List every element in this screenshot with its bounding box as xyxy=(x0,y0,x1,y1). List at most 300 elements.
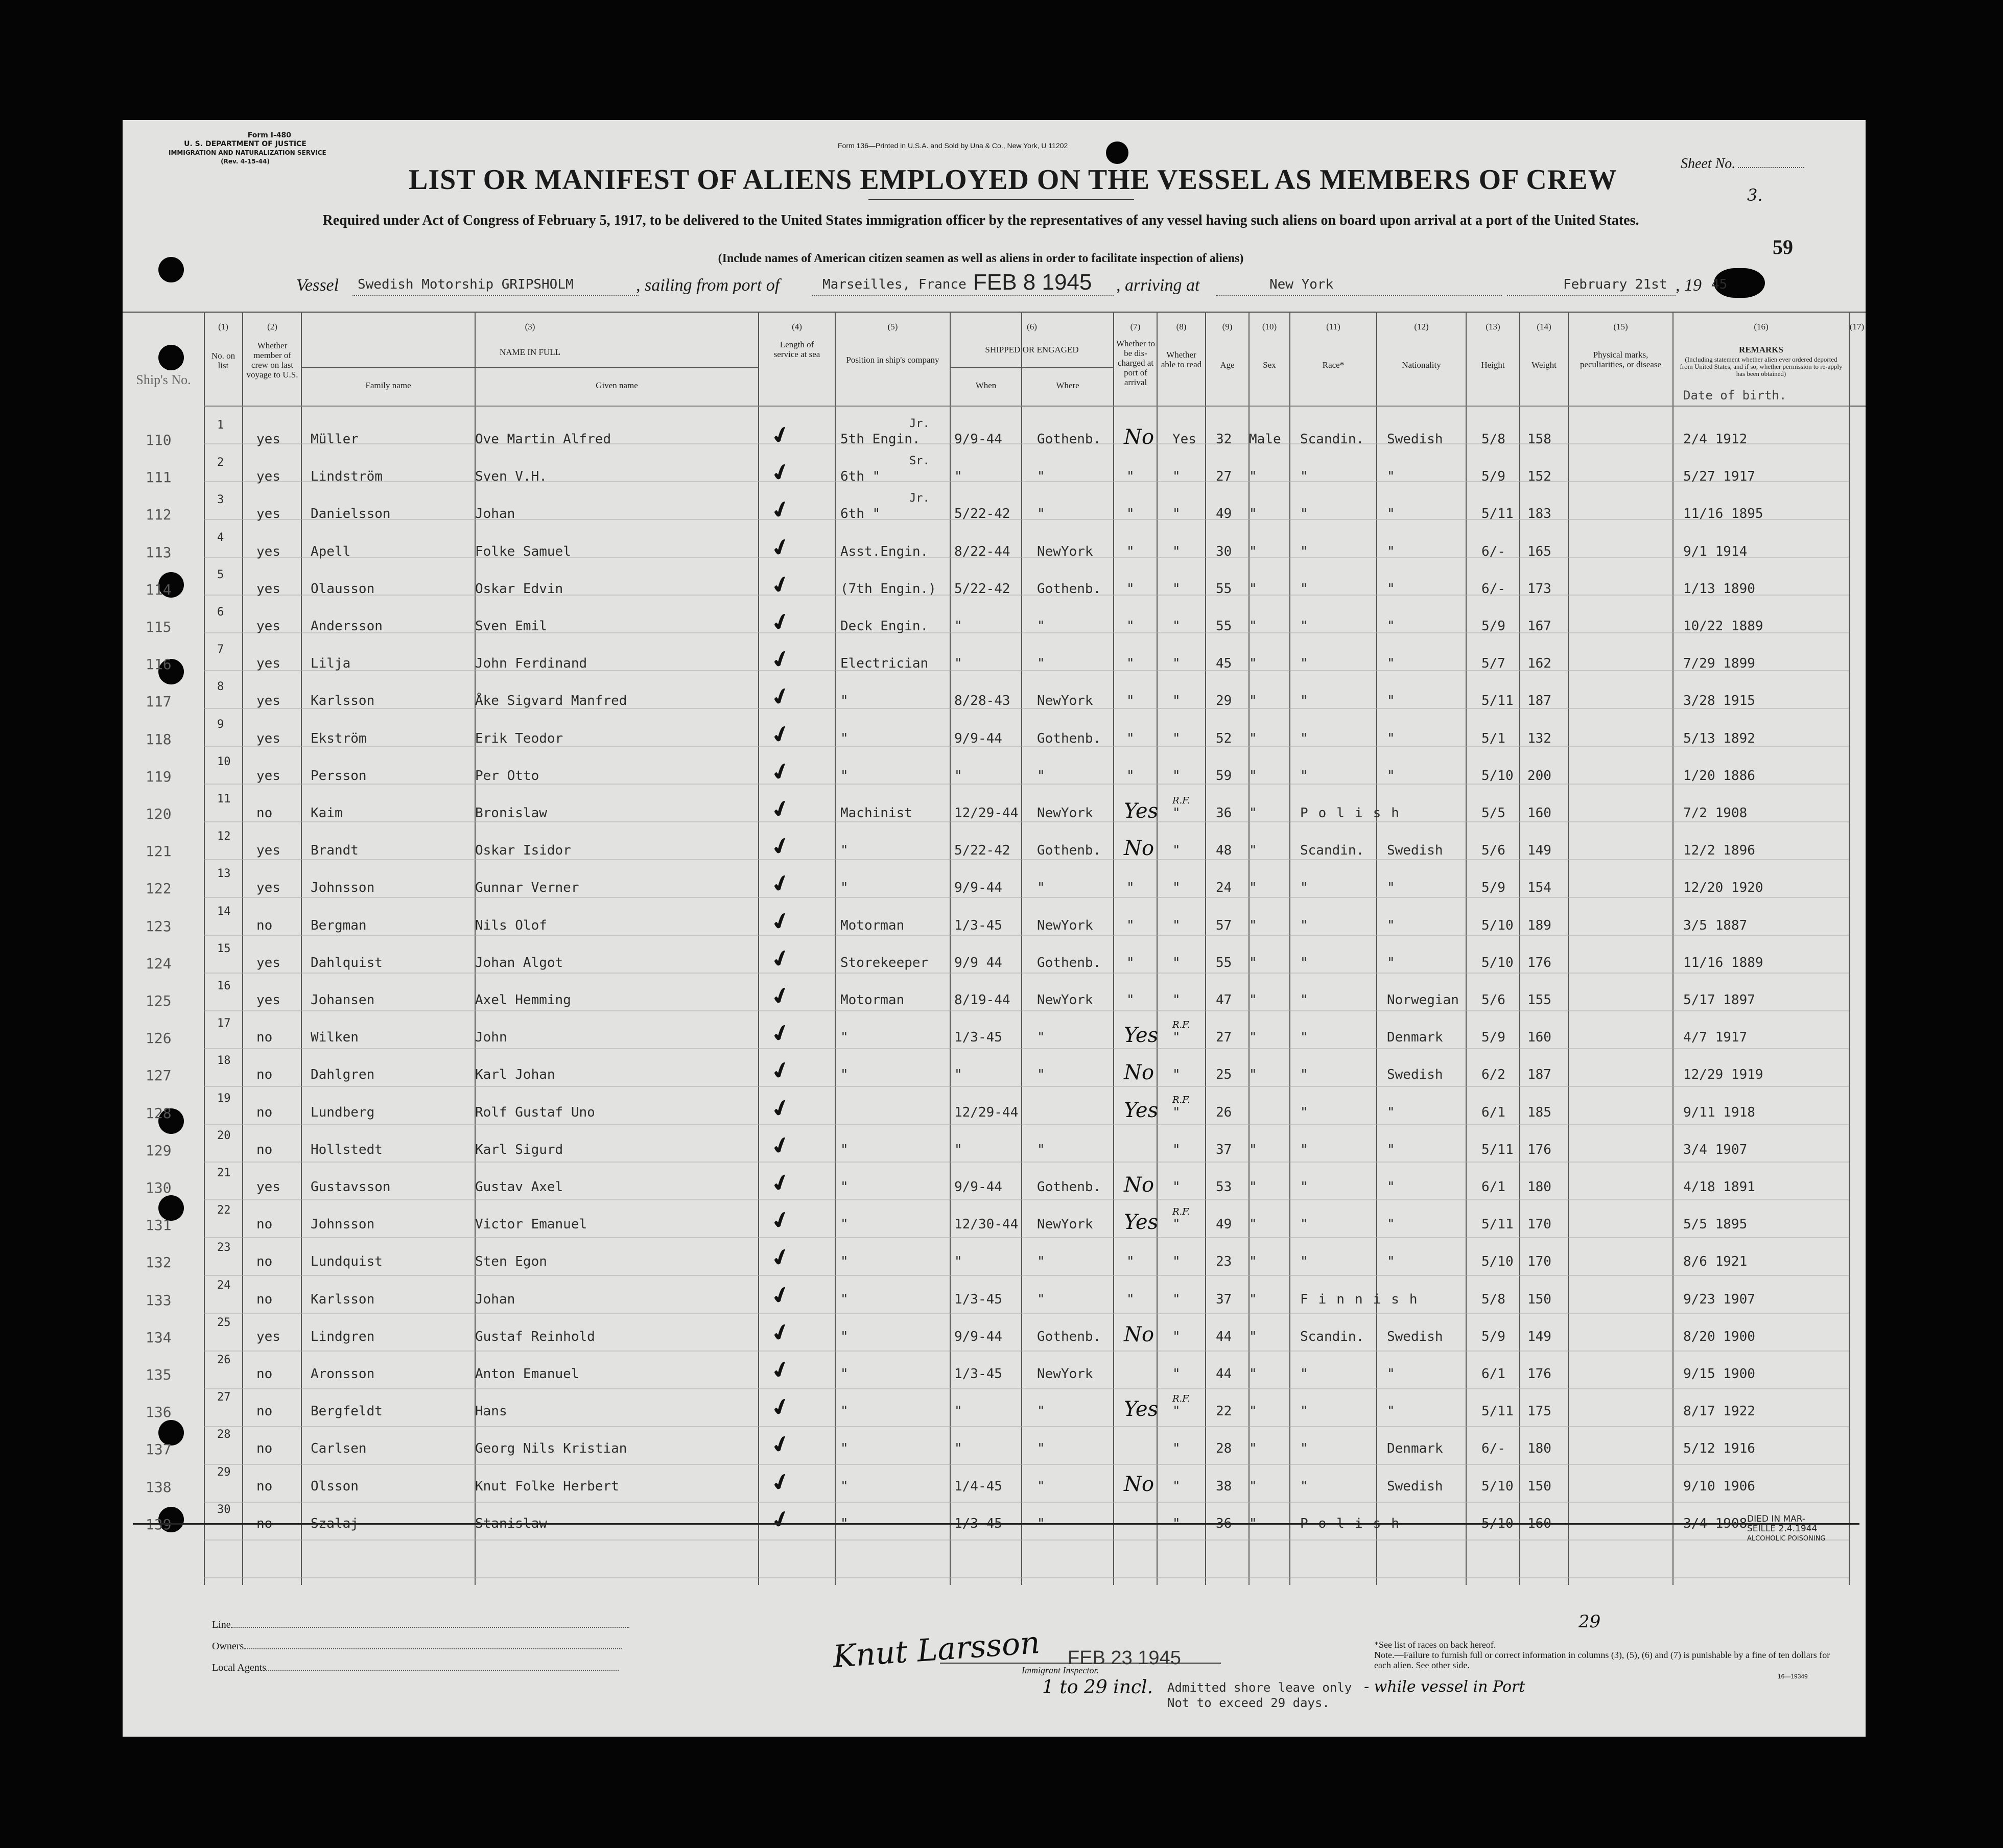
date-of-birth: 1/13 1890 xyxy=(1683,581,1755,597)
ship-number: 129 xyxy=(146,1142,172,1159)
position: (7th Engin.) xyxy=(840,581,936,597)
shipped-when: 1/4-45 xyxy=(954,1478,1002,1494)
col-able-read: Whether able to read xyxy=(1161,350,1202,369)
sheet-number-block xyxy=(1681,156,1804,172)
able-to-read: " xyxy=(1172,880,1181,896)
col-age: Age xyxy=(1220,360,1235,370)
race: " xyxy=(1300,992,1308,1008)
arrival-port: New York xyxy=(1269,277,1334,292)
given-name: Rolf Gustaf Uno xyxy=(475,1104,595,1120)
col4-num: (4) xyxy=(792,322,802,331)
col9-num: (9) xyxy=(1222,322,1233,331)
weight: 160 xyxy=(1527,805,1551,821)
race: " xyxy=(1300,506,1308,522)
position-note: Jr. xyxy=(909,417,930,430)
nationality: " xyxy=(1387,1404,1395,1419)
prev-voyage: no xyxy=(256,1478,273,1494)
able-to-read: " xyxy=(1172,1179,1181,1195)
ship-number: 131 xyxy=(146,1217,172,1234)
row-number: 19 xyxy=(217,1092,231,1105)
able-to-read: " xyxy=(1172,992,1181,1008)
nationality: Swedish xyxy=(1387,1067,1443,1083)
date-of-birth: 9/11 1918 xyxy=(1683,1104,1755,1120)
weight: 152 xyxy=(1527,469,1551,485)
height: 6/- xyxy=(1481,1441,1505,1457)
sheet-number: 3. xyxy=(1747,185,1763,205)
position: " xyxy=(840,1067,849,1083)
discharged: " xyxy=(1126,768,1135,784)
race: " xyxy=(1300,955,1308,970)
arrival-year: 45 xyxy=(1711,277,1728,292)
shipped-when: 9/9-44 xyxy=(954,1179,1002,1195)
discharged: " xyxy=(1126,543,1135,559)
line-label: Line xyxy=(212,1619,231,1630)
weight: 165 xyxy=(1527,543,1551,559)
prev-voyage: yes xyxy=(256,1179,280,1195)
given-name: Nils Olof xyxy=(475,917,547,933)
family-name: Persson xyxy=(311,768,367,784)
nationality: " xyxy=(1387,1104,1395,1120)
arriving-label: , arriving at xyxy=(1116,276,1200,295)
height: 5/10 xyxy=(1481,955,1514,970)
able-to-read: " xyxy=(1172,805,1181,821)
shipped-where: " xyxy=(1037,1291,1045,1307)
row-number: 9 xyxy=(217,718,224,731)
position: 6th " xyxy=(840,506,881,522)
position: " xyxy=(840,768,849,784)
prev-voyage: yes xyxy=(256,543,280,559)
shipped-when: 9/9-44 xyxy=(954,1329,1002,1344)
footer-left xyxy=(212,1614,629,1678)
given-name: Knut Folke Herbert xyxy=(475,1478,619,1494)
row-number: 1 xyxy=(217,419,224,432)
shipped-when: " xyxy=(954,619,962,634)
shipped-when: 5/22-42 xyxy=(954,506,1010,522)
height: 6/- xyxy=(1481,543,1505,559)
given-name: Erik Teodor xyxy=(475,730,563,746)
weight: 180 xyxy=(1527,1179,1551,1195)
height: 5/7 xyxy=(1481,656,1505,672)
date-of-birth: 3/5 1887 xyxy=(1683,917,1748,933)
shipped-when: 1/3-45 xyxy=(954,1030,1002,1046)
shipped-where: NewYork xyxy=(1037,1366,1093,1382)
height: 5/1 xyxy=(1481,730,1505,746)
family-name: Lilja xyxy=(311,656,351,672)
given-name: Johan xyxy=(475,506,515,522)
col-family-name: Family name xyxy=(365,381,411,390)
service-check: ✔ xyxy=(767,794,794,825)
age: 29 xyxy=(1216,693,1232,709)
given-name: Sten Egon xyxy=(475,1254,547,1270)
ship-number: 111 xyxy=(146,469,172,486)
given-name: Anton Emanuel xyxy=(475,1366,579,1382)
family-name: Hollstedt xyxy=(311,1142,383,1157)
position: " xyxy=(840,1142,849,1157)
nationality: " xyxy=(1387,543,1395,559)
revision: (Rev. 4-15-44) xyxy=(221,158,270,165)
weight: 149 xyxy=(1527,843,1551,859)
nationality: " xyxy=(1387,955,1395,970)
row-number: 4 xyxy=(217,531,224,544)
prev-voyage: yes xyxy=(256,432,280,447)
able-to-read: " xyxy=(1172,619,1181,634)
died-note-line3: ALCOHOLIC POISONING xyxy=(1747,1535,1826,1543)
shipped-when: " xyxy=(954,1142,962,1157)
shipped-where: NewYork xyxy=(1037,805,1093,821)
family-name: Karlsson xyxy=(311,693,375,709)
shipped-when: 1/3-45 xyxy=(954,1366,1002,1382)
height: 6/2 xyxy=(1481,1067,1505,1083)
position: " xyxy=(840,1217,849,1233)
age: 38 xyxy=(1216,1478,1232,1494)
col-date-of-birth: Date of birth. xyxy=(1683,388,1787,402)
col3-num: (3) xyxy=(525,322,535,331)
service-check: ✔ xyxy=(767,1242,794,1274)
row-number: 20 xyxy=(217,1129,231,1142)
prev-voyage: yes xyxy=(256,992,280,1008)
col-where: Where xyxy=(1056,381,1079,390)
race: " xyxy=(1300,693,1308,709)
height: 5/6 xyxy=(1481,843,1505,859)
age: 30 xyxy=(1216,543,1232,559)
shipped-when: 8/28-43 xyxy=(954,693,1010,709)
family-name: Gustavsson xyxy=(311,1179,391,1195)
position: Motorman xyxy=(840,992,905,1008)
ship-number: 137 xyxy=(146,1441,172,1458)
prev-voyage: yes xyxy=(256,581,280,597)
weight: 176 xyxy=(1527,955,1551,970)
weight: 162 xyxy=(1527,656,1551,672)
weight: 158 xyxy=(1527,432,1551,447)
discharged: Yes xyxy=(1124,1098,1159,1122)
shipped-where: Gothenb. xyxy=(1037,730,1101,746)
ship-number: 120 xyxy=(146,805,172,822)
discharged: " xyxy=(1126,469,1135,485)
shipped-when: 5/22-42 xyxy=(954,843,1010,859)
date-of-birth: 5/27 1917 xyxy=(1683,469,1755,485)
shipped-when: " xyxy=(954,1441,962,1457)
sex: " xyxy=(1249,843,1257,859)
able-to-read: Yes xyxy=(1172,432,1196,447)
form-number: Form I-480 xyxy=(247,131,291,139)
died-note-line2: SEILLE 2.4.1944 xyxy=(1747,1524,1818,1534)
age: 57 xyxy=(1216,917,1232,933)
died-note-line1: DIED IN MAR- xyxy=(1747,1514,1806,1524)
weight: 149 xyxy=(1527,1329,1551,1344)
col15-num: (15) xyxy=(1613,322,1628,331)
weight: 150 xyxy=(1527,1478,1551,1494)
col-nationality: Nationality xyxy=(1402,360,1441,370)
weight: 170 xyxy=(1527,1254,1551,1270)
position: " xyxy=(840,1254,849,1270)
sex: " xyxy=(1249,1142,1257,1157)
penalty-note: Note.—Failure to furnish full or correct information in columns (3), (5), (6) and (7) is punishable by a fine of ten dollars for each alien. See other side. xyxy=(1374,1650,1830,1670)
shipped-where: NewYork xyxy=(1037,1217,1093,1233)
discharged: " xyxy=(1126,656,1135,672)
race: " xyxy=(1300,543,1308,559)
nationality: Norwegian xyxy=(1387,992,1459,1008)
service-check: ✔ xyxy=(767,981,794,1012)
row-number: 22 xyxy=(217,1204,231,1217)
agents-label: Local Agents xyxy=(212,1662,267,1673)
col-physical-marks: Physical marks, peculiarities, or disease xyxy=(1580,350,1662,369)
row-number: 17 xyxy=(217,1017,231,1030)
race: Polish xyxy=(1300,1515,1409,1531)
family-name: Wilken xyxy=(311,1030,359,1046)
weight: 160 xyxy=(1527,1030,1551,1046)
weight: 187 xyxy=(1527,1067,1551,1083)
prev-voyage: yes xyxy=(256,730,280,746)
height: 6/- xyxy=(1481,581,1505,597)
family-name: Olsson xyxy=(311,1478,359,1494)
row-number: 5 xyxy=(217,568,224,581)
able-to-read: " xyxy=(1172,469,1181,485)
service-check: ✔ xyxy=(767,719,794,750)
discharged: No xyxy=(1124,1173,1154,1197)
shipped-where: Gothenb. xyxy=(1037,1179,1101,1195)
given-name: John Ferdinand xyxy=(475,656,587,672)
age: 55 xyxy=(1216,619,1232,634)
discharged: No xyxy=(1124,1061,1154,1085)
position: Storekeeper xyxy=(840,955,929,970)
nationality: " xyxy=(1387,768,1395,784)
able-to-read: " xyxy=(1172,1254,1181,1270)
prev-voyage: no xyxy=(256,1254,273,1270)
row-number: 15 xyxy=(217,942,231,955)
died-remark xyxy=(1747,1514,1859,1544)
age: 52 xyxy=(1216,730,1232,746)
shipped-when: " xyxy=(954,469,962,485)
sex: " xyxy=(1249,1329,1257,1344)
row-number: 24 xyxy=(217,1278,231,1292)
race: " xyxy=(1300,581,1308,597)
race: Finnish xyxy=(1300,1291,1428,1307)
height: 5/9 xyxy=(1481,1329,1505,1344)
weight: 176 xyxy=(1527,1142,1551,1157)
family-name: Dahlgren xyxy=(311,1067,375,1083)
row-number: 18 xyxy=(217,1054,231,1068)
race: " xyxy=(1300,469,1308,485)
manifest-title: LIST OR MANIFEST OF ALIENS EMPLOYED ON THE VESSEL AS MEMBERS OF CREW xyxy=(409,164,1617,196)
able-to-read: " xyxy=(1172,1478,1181,1494)
height: 5/11 xyxy=(1481,1404,1514,1419)
weight: 154 xyxy=(1527,880,1551,896)
inspector-signature: Knut Larsson xyxy=(832,1624,1041,1675)
rf-mark: R.F. xyxy=(1172,1206,1190,1218)
prev-voyage: yes xyxy=(256,506,280,522)
row-number: 26 xyxy=(217,1354,231,1366)
weight: 167 xyxy=(1527,619,1551,634)
col1-num: (1) xyxy=(218,322,228,331)
shipped-when: 12/30-44 xyxy=(954,1217,1019,1233)
col8-num: (8) xyxy=(1176,322,1187,331)
date-of-birth: 3/4 1907 xyxy=(1683,1142,1748,1157)
age: 49 xyxy=(1216,1217,1232,1233)
date-of-birth: 5/17 1897 xyxy=(1683,992,1755,1008)
family-name: Apell xyxy=(311,543,351,559)
age: 32 xyxy=(1216,432,1232,447)
row-number: 13 xyxy=(217,867,231,881)
col17-num: (17) xyxy=(1849,322,1865,331)
prev-voyage: no xyxy=(256,1291,273,1307)
able-to-read: " xyxy=(1172,693,1181,709)
date-of-birth: 3/4 1908 xyxy=(1683,1515,1748,1531)
position: 5th Engin. xyxy=(840,432,921,447)
sex: " xyxy=(1249,1441,1257,1457)
age: 36 xyxy=(1216,805,1232,821)
given-name: Victor Emanuel xyxy=(475,1217,587,1233)
shipped-when: 9/9 44 xyxy=(954,955,1002,970)
height: 6/1 xyxy=(1481,1366,1505,1382)
service-check: ✔ xyxy=(767,1055,794,1087)
height: 5/9 xyxy=(1481,469,1505,485)
col-discharged: Whether to be dis-charged at port of arrival xyxy=(1116,339,1155,387)
given-name: Axel Hemming xyxy=(475,992,571,1008)
sex: " xyxy=(1249,693,1257,709)
nationality: " xyxy=(1387,730,1395,746)
row-number: 29 xyxy=(217,1465,231,1479)
family-name: Bergfeldt xyxy=(311,1404,383,1419)
service-check: ✔ xyxy=(767,420,794,451)
manifest-sheet xyxy=(123,120,1866,1737)
date-of-birth: 11/16 1889 xyxy=(1683,955,1763,970)
position: " xyxy=(840,1179,849,1195)
given-name: Gustav Axel xyxy=(475,1179,563,1195)
form-id-block xyxy=(169,131,326,166)
shipped-when: 1/3-45 xyxy=(954,1291,1002,1307)
race: Scandin. xyxy=(1300,843,1364,859)
age: 47 xyxy=(1216,992,1232,1008)
able-to-read: " xyxy=(1172,543,1181,559)
row-number: 3 xyxy=(217,493,224,507)
row-number: 12 xyxy=(217,830,231,843)
service-check: ✔ xyxy=(767,1130,794,1162)
col-race: Race* xyxy=(1322,360,1345,370)
service-check: ✔ xyxy=(767,457,794,488)
service-check: ✔ xyxy=(767,644,794,675)
col-shipped-engaged: SHIPPED OR ENGAGED xyxy=(985,345,1079,354)
shipped-where: Gothenb. xyxy=(1037,1329,1101,1344)
ship-number: 132 xyxy=(146,1254,172,1271)
height: 5/9 xyxy=(1481,1030,1505,1046)
able-to-read: " xyxy=(1172,955,1181,970)
race: Scandin. xyxy=(1300,432,1364,447)
row-number: 10 xyxy=(217,755,231,768)
prev-voyage: no xyxy=(256,1515,273,1531)
given-name: Folke Samuel xyxy=(475,543,571,559)
inspector-label: Immigrant Inspector. xyxy=(1022,1665,1099,1675)
age: 37 xyxy=(1216,1291,1232,1307)
discharged: Yes xyxy=(1124,1211,1159,1235)
col10-num: (10) xyxy=(1262,322,1277,331)
nationality: Swedish xyxy=(1387,1478,1443,1494)
race: " xyxy=(1300,880,1308,896)
shipped-where: " xyxy=(1037,469,1045,485)
vessel-name: Swedish Motorship GRIPSHOLM xyxy=(358,277,574,292)
given-name: Sven V.H. xyxy=(475,469,547,485)
ship-number: 135 xyxy=(146,1366,172,1383)
prev-voyage: yes xyxy=(256,955,280,970)
position: Deck Engin. xyxy=(840,619,929,634)
given-name: Gustaf Reinhold xyxy=(475,1329,595,1344)
shipped-when: 9/9-44 xyxy=(954,730,1002,746)
col-position: Position in ship's company xyxy=(846,355,939,365)
family-name: Kaim xyxy=(311,805,343,821)
service-check: ✔ xyxy=(767,831,794,862)
prev-voyage: yes xyxy=(256,843,280,859)
age: 37 xyxy=(1216,1142,1232,1157)
col16-num: (16) xyxy=(1754,322,1769,331)
given-name: Ove Martin Alfred xyxy=(475,432,611,447)
race: Polish xyxy=(1300,805,1409,821)
position: " xyxy=(840,1478,849,1494)
ship-number: 138 xyxy=(146,1478,172,1496)
row-number: 6 xyxy=(217,606,224,619)
discharged: " xyxy=(1126,693,1135,709)
family-name: Lindgren xyxy=(311,1329,375,1344)
punch-hole xyxy=(1106,141,1128,164)
position: " xyxy=(840,1515,849,1531)
sailing-label: , sailing from port of xyxy=(636,276,780,295)
nationality: " xyxy=(1387,917,1395,933)
date-of-birth: 8/20 1900 xyxy=(1683,1329,1755,1344)
position: " xyxy=(840,880,849,896)
sex: " xyxy=(1249,955,1257,970)
ship-number: 130 xyxy=(146,1179,172,1196)
height: 5/10 xyxy=(1481,1254,1514,1270)
service-check: ✔ xyxy=(767,532,794,563)
position: " xyxy=(840,1441,849,1457)
family-name: Danielsson xyxy=(311,506,391,522)
nationality: Denmark xyxy=(1387,1441,1443,1457)
nationality: " xyxy=(1387,1179,1395,1195)
ship-number: 126 xyxy=(146,1030,172,1047)
ship-number: 136 xyxy=(146,1404,172,1421)
prev-voyage: yes xyxy=(256,693,280,709)
include-note: (Include names of American citizen seamen as well as aliens in order to facilitate inspection of aliens) xyxy=(718,252,1244,265)
shipped-when: " xyxy=(954,1254,962,1270)
family-name: Dahlquist xyxy=(311,955,383,970)
position: " xyxy=(840,1030,849,1046)
weight: 175 xyxy=(1527,1404,1551,1419)
col-height: Height xyxy=(1481,360,1505,370)
sex: " xyxy=(1249,506,1257,522)
date-of-birth: 2/4 1912 xyxy=(1683,432,1748,447)
weight: 200 xyxy=(1527,768,1551,784)
age: 27 xyxy=(1216,469,1232,485)
weight: 150 xyxy=(1527,1291,1551,1307)
sex: " xyxy=(1249,1366,1257,1382)
sex: " xyxy=(1249,1067,1257,1083)
ship-number: 119 xyxy=(146,768,172,785)
height: 6/1 xyxy=(1481,1179,1505,1195)
shipped-when: 9/9-44 xyxy=(954,880,1002,896)
date-of-birth: 3/28 1915 xyxy=(1683,693,1755,709)
discharged: Yes xyxy=(1124,799,1159,823)
able-to-read: " xyxy=(1172,917,1181,933)
ship-number: 124 xyxy=(146,955,172,972)
service-check: ✔ xyxy=(767,570,794,601)
ship-number: 114 xyxy=(146,581,172,598)
year-prefix: , 19 xyxy=(1676,276,1702,295)
able-to-read: " xyxy=(1172,506,1181,522)
date-of-birth: 4/18 1891 xyxy=(1683,1179,1755,1195)
page-number: 59 xyxy=(1773,235,1793,258)
prev-voyage: yes xyxy=(256,768,280,784)
prev-voyage: no xyxy=(256,1441,273,1457)
rf-mark: R.F. xyxy=(1172,1393,1190,1405)
prev-voyage: yes xyxy=(256,469,280,485)
